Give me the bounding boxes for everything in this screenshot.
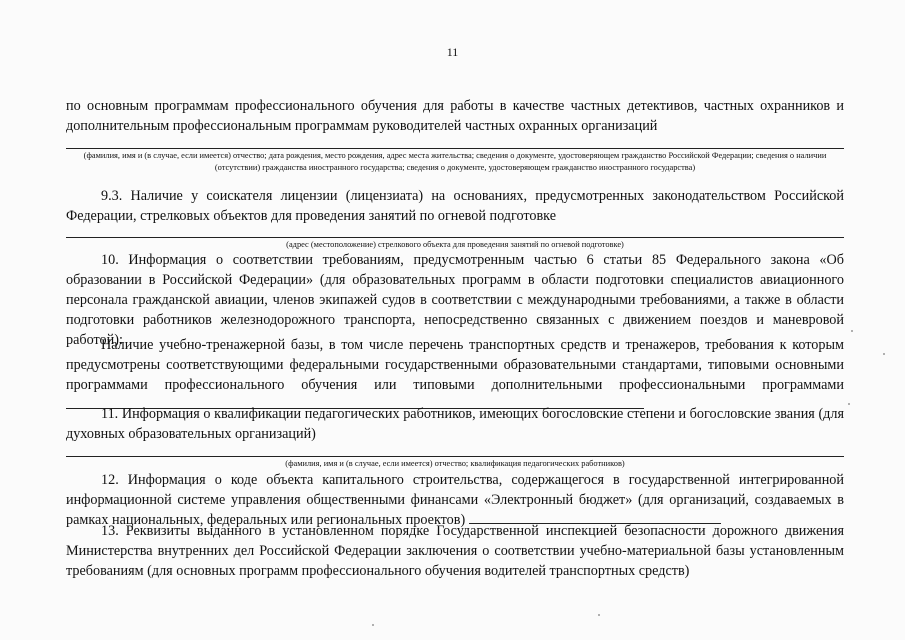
scan-speck: [851, 330, 853, 332]
scan-speck: [883, 353, 885, 355]
note-shooting-range-address: (адрес (местоположение) стрелкового объекта для проведения занятий по огневой подготовке): [286, 240, 624, 249]
scan-speck: [598, 614, 600, 616]
fill-line-shooting-range: [66, 237, 844, 238]
page-number: 11: [446, 45, 459, 59]
section-9-2-continuation: по основным программам профессионального обучения для работы в качестве частных детективов, частных охранников и дополнительным профессиональным программам руководителей частных охранных организаций: [66, 98, 844, 134]
section-12-text: 12. Информация о коде объекта капитального строительства, содержащегося в государственной интегрированной информационной системе управления общественными финансами «Электронный бюджет» (для организаций, создаваемых в рамках национальных, федеральных или региональных проектов): [66, 472, 844, 528]
fill-line-applicant: [66, 148, 844, 149]
note-teachers-qualification: (фамилия, имя и (в случае, если имеется) отчество; квалификация педагогических работников): [285, 459, 625, 468]
section-10: 10. Информация о соответствии требованиям, предусмотренным частью 6 статьи 85 Федерального закона «Об образовании в Российской Федерации» (для образовательных программ в области подготовки специалистов авиационного персонала гражданской авиации, членов экипажей судов в соответствии с международными требованиями, а также в области подготовки работников железнодорожного транспорта, непосредственно связанных с движением поездов и маневровой работой):: [66, 252, 844, 348]
section-9-3: 9.3. Наличие у соискателя лицензии (лицензиата) на основаниях, предусмотренных законодательством Российской Федерации, стрелковых объектов для проведения занятий по огневой подготовке: [66, 188, 844, 224]
section-11: 11. Информация о квалификации педагогических работников, имеющих богословские степени и богословские звания (для духовных образовательных организаций): [66, 406, 844, 442]
scan-speck: [372, 624, 374, 626]
fill-line-teachers: [66, 456, 844, 457]
section-10-subitem-text: Наличие учебно-тренажерной базы, в том числе перечень транспортных средств и тренажеров, требования к которым предусмотрены соответствующими федеральными государственными образовательными стандартами, типовыми основными программами профессионального обучения или типовыми дополнительными профессиональными программами: [66, 337, 844, 393]
note-applicant-details: (фамилия, имя и (в случае, если имеется) отчество; дата рождения, место рождения, адрес места жительства; сведения о документе, удостоверяющем гражданство Российской Федерации; сведения о наличии (отсутствии) гражданства иностранного государства; сведения о документе, удостоверяющем гражданство иностранного государства): [83, 151, 827, 172]
section-13: 13. Реквизиты выданного в установленном порядке Государственной инспекцией безопасности дорожного движения Министерства внутренних дел Российской Федерации заключения о соответствии учебно-материальной базы установленным требованиям (для основных программ профессионального обучения водителей транспортных средств): [66, 523, 844, 579]
section-10-subitem: [66, 335, 844, 415]
scan-speck: [848, 403, 850, 405]
